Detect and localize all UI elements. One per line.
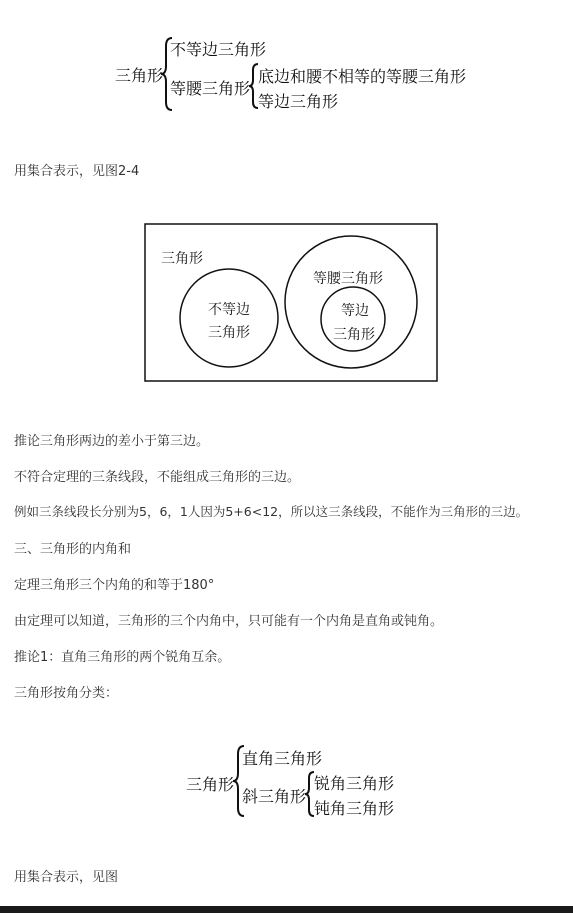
paragraph-set-notation: 用集合表示，见图2-4 bbox=[14, 164, 140, 179]
bottom-bar bbox=[0, 906, 573, 913]
tree2-branch1: 直角三角形 bbox=[242, 749, 323, 768]
venn-outer-label: 三角形 bbox=[161, 251, 203, 267]
paragraph-set-notation-2: 用集合表示，见图 bbox=[14, 870, 119, 885]
venn-right-label: 等腰三角形 bbox=[313, 271, 383, 287]
paragraph-example: 例如三条线段长分别为5，6，1人因为5+6<12，所以这三条线段，不能作为三角形的三边。 bbox=[14, 504, 529, 519]
venn-inner-label-line2: 三角形 bbox=[333, 327, 375, 343]
paragraph-invalid-segments: 不符合定理的三条线段，不能组成三角形的三边。 bbox=[14, 470, 301, 485]
tree2-root: 三角形 bbox=[186, 775, 235, 794]
tree2-leaf2: 钝角三角形 bbox=[314, 799, 395, 818]
venn-left-label-line2: 三角形 bbox=[208, 325, 250, 341]
venn-diagram-figure bbox=[144, 223, 438, 383]
tree1-root: 三角形 bbox=[115, 66, 164, 85]
venn-inner-label-line1: 等边 bbox=[341, 303, 369, 319]
tree1-leaf1: 底边和腰不相等的等腰三角形 bbox=[258, 67, 467, 86]
tree1-branch1: 不等边三角形 bbox=[170, 40, 267, 59]
tree2-leaf1: 锐角三角形 bbox=[314, 774, 395, 793]
section-heading-angle-sum: 三、三角形的内角和 bbox=[14, 542, 132, 557]
paragraph-corollary-complementary: 推论1：直角三角形的两个锐角互余。 bbox=[14, 650, 231, 665]
tree1-leaf2: 等边三角形 bbox=[258, 92, 339, 111]
paragraph-corollary-difference: 推论三角形两边的差小于第三边。 bbox=[14, 434, 210, 449]
paragraph-theorem-180: 定理三角形三个内角的和等于180° bbox=[14, 578, 215, 593]
tree1-branch2: 等腰三角形 bbox=[170, 79, 251, 98]
paragraph-classify-by-angle: 三角形按角分类： bbox=[14, 686, 119, 701]
venn-left-label-line1: 不等边 bbox=[208, 302, 250, 318]
paragraph-one-right-or-obtuse: 由定理可以知道，三角形的三个内角中，只可能有一个内角是直角或钝角。 bbox=[14, 614, 444, 629]
tree2-branch2: 斜三角形 bbox=[242, 787, 307, 806]
